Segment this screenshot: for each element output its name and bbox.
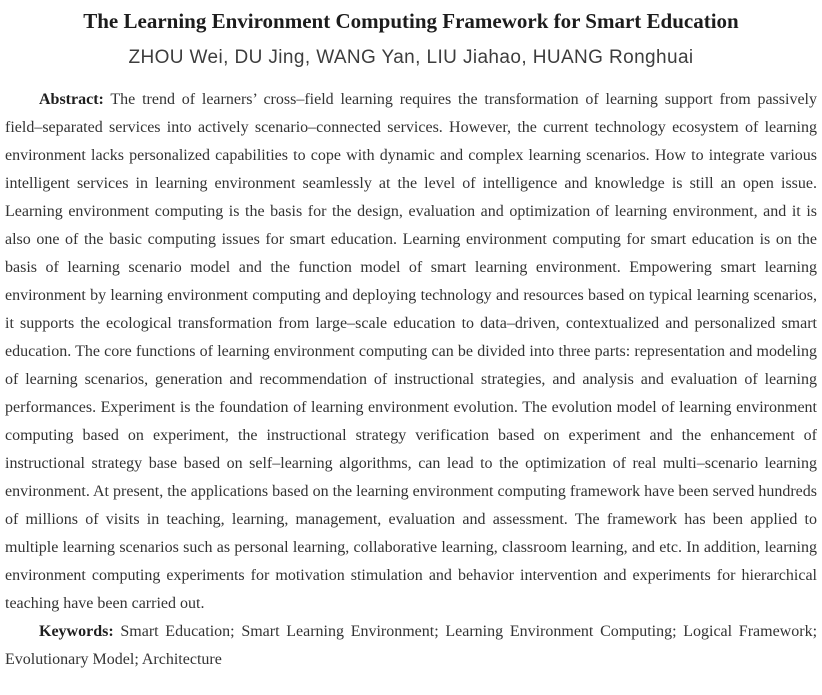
keywords-text: Smart Education; Smart Learning Environment; Learning Environment Computing; Logical Framework; Evolutionary Model; Architecture <box>5 623 818 668</box>
paper-page <box>0 6 822 674</box>
keywords-label: Keywords: <box>39 623 114 640</box>
abstract-text: The trend of learners’ cross–field learning requires the transformation of learning support from passively field–separated services into actively scenario–connected services. However, the current technology ecosystem of learning environment lacks personalized capabilities to cope with dynamic and complex learning scenarios. How to integrate various intelligent services in learning environment seamlessly at the level of intelligence and knowledge is still an open issue. Learning environment computing is the basis for the design, evaluation and optimization of learning environment, and it is also one of the basic computing issues for smart education. Learning environment computing for smart education is on the basis of learning scenario model and the function model of smart learning environment. Empowering smart learning environment by learning environment computing and deploying technology and resources based on typical learning scenarios, it supports the ecological transformation from large–scale education to data–driven, contextualized and personalized smart education. The core functions of learning environment computing can be divided into three parts: representation and modeling of learning scenarios, generation and recommendation of instructional strategies, and analysis and evaluation of learning performances. Experiment is the foundation of learning environment evolution. The evolution model of learning environment computing based on experiment, the instructional strategy verification based on experiment and the enhancement of instructional strategy base based on self–learning algorithms, can lead to the optimization of real multi–scenario learning environment. At present, the applications based on the learning environment computing framework have been served hundreds of millions of visits in teaching, learning, management, evaluation and assessment. The framework has been applied to multiple learning scenarios such as personal learning, collaborative learning, classroom learning, and etc. In addition, learning environment computing experiments for motivation stimulation and behavior intervention and experiments for hierarchical teaching have been carried out. <box>5 91 817 612</box>
paper-title: The Learning Environment Computing Framework for Smart Education <box>83 9 739 33</box>
abstract-label: Abstract: <box>39 91 104 108</box>
keywords-paragraph <box>5 618 817 674</box>
abstract-paragraph <box>5 86 817 618</box>
paper-authors: ZHOU Wei, DU Jing, WANG Yan, LIU Jiahao, HUANG Ronghuai <box>128 47 694 68</box>
